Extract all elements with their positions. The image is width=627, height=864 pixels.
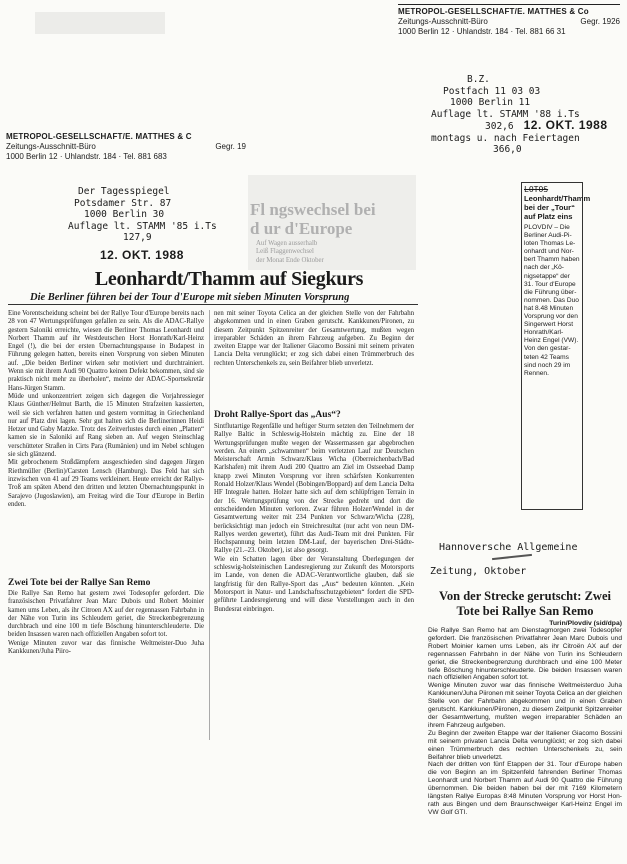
ts-paper: Der Tagesspiegel <box>78 186 170 197</box>
ts-circulation: Auflage lt. STAMM '85 i.Ts <box>68 220 217 232</box>
main-article-col1: Eine Vorentscheidung scheint bei der Rallye Tour d'Europe bereits nach 28 von 47 Wertungsprüfungen gefallen zu sein. Als die ADAC-Rallye gestern Saloniki erreichte, wiesen die Berliner Thomas Leonhardt und Norbert Thamm auf ihr Westdeutschen Horst Honrath/Karl-Heinz Engel (!), die bei der ersten Übernachtungspause in Budapest in Führung gelegen hatten, bereits einen Vorsprung von sieben Minuten auf. „Die beiden Berliner wirken sehr motiviert und durchtrainiert. Wenn sie mit ihrem Audi 90 Quattro keinen Defekt bekommen, sind sie praktisch nicht mehr zu überholen“, meinte der ADAC-Sportsekretär Hans-Jürgen Stamm. Müde und unkonzentriert zeigen sich dagegen die Vorjahressieger Klaus Günther/Helmut Barth, die 15 Minuten Strafzeiten kassierten, weil sie sich verfahren hatten und gestern vormittag in Griechenland nur auf Platz drei lagen. Sehr gut halten sich die Berlinerinnen Heidi Hetzer und Gaby Matzke. Trotz des Zeitverlustes durch einen „Platten“ kamen sie in Saloniki auf Rang sieben an. Auf wegen Steinschlag verschütteter Straßen in Cirts Para (Rumänien) und im Nebel schlugen sie sich glänzend. Mit gebrochenem Stoßdämpfern ausgeschieden sind dagegen Jürgen Riethmüller (Berlin)/Carsten Lensch (Hamburg). Das Feld hat sich inzwischen von 41 auf 29 Teams verkleinert. Heute erreicht der Rallye-Troß am späten Abend den dritten und letzten Übernachtungspunkt in Sarajevo (Jugoslawien), am Freitag wird die Tour d'Europe in Berlin enden. <box>8 310 204 508</box>
publisher-founded: Gegr. 1926 <box>580 17 620 26</box>
handwritten-mark <box>492 554 532 560</box>
publisher-stamp-top <box>398 4 620 37</box>
main-subheadline: Die Berliner führen bei der Tour d'Europe mit sieben Minuten Vorsprung <box>30 292 350 303</box>
zwei-tote-title: Zwei Tote bei der Rallye San Remo <box>8 578 151 588</box>
hannover-article <box>428 589 622 861</box>
bz-city: 1000 Berlin 11 <box>450 97 531 108</box>
zwei-tote-section <box>8 578 204 748</box>
bz-circulation-value: 302,6 <box>485 121 514 132</box>
publisher-name: METROPOL-GESELLSCHAFT/E. MATTHES & Co <box>398 7 589 16</box>
publisher-office-left: Zeitungs-Ausschnitt-Büro <box>6 142 96 151</box>
bz-circulation: Auflage lt. STAMM '88 i.Ts <box>431 108 580 120</box>
column-divider <box>209 310 210 740</box>
ts-circulation-value: 127,9 <box>123 232 152 243</box>
tagesspiegel-header <box>18 186 248 244</box>
main-article-col2: nen mit seiner Toyota Celica an der gleichen Stelle von der Fahrbahn abgekommen und in einen Graben gerutscht. Kankkunen/Pironen, zu diesem Zeitpunkt Spitzenreiter der Gesamtwertung, mußten wegen irreparabler Schäden an ihrem Fahrzeug aufgeben. Zu Beginn der zweiten Etappe war der Italiener Giacomo Bossini mit seinem privaten Lancia Delta verunglückt; er zog sich dabei einen Trümmerbruch des rechten Unterschenkels zu, sein Beifahrer blieb unverletzt. <box>214 310 414 367</box>
publisher-founded-left: Gegr. 19 <box>215 142 246 151</box>
hannover-headline: Von der Strecke gerutscht: Zwei Tote bei Rallye San Remo <box>439 589 611 618</box>
bleed-through-top-left <box>35 12 165 34</box>
rallye-sport-body: Sintflutartige Regenfälle und heftiger Sturm setzten den Teilnehmern der Rallye Baltic in Schleswig-Holstein mächtig zu. Eine der 18 Wertungsprüfungen mußte wegen der Wassermassen gar abgebrochen werden. An einem „schwammen“ beim verletzten Lauf zur Deutschen Meisterschaft Armin Schwarz/Klaus Wicha (Oberreichenbach/Bad Karlshafen) mit ihrem Audi 200 Quattro am Ziel im Ostseebad Damp knapp zwei Minuten Vorsprung vor ihren schärfsten Konkurrenten Ronald Holzer/Klaus Wendel (Bobingen/Boppard) auf dem Lancia Delta HF Integrale hatten. Holzer hatte sich auf dem schlüpfrigen Terrain in der 16. Wertungsprüfung von der Strecke gedreht und dort die entscheidenden Minuten verloren. Zwar führen Holzer/Wendel in der Gesamtwertung weiter mit 234 Punkten vor Schwarz/Wicha (228), berücksichtigt man jedoch ein Streichresultat (nur acht von neun DM-Rallyes werden gewertet), führt das Audi-Team mit drei Punkten. Für Hochspannung beim letzten DM-Lauf, der bayerischen Drei-Städte-Rallye (21.–23. Oktober), ist also gesorgt. Wie ein Schatten lagen über der Veranstaltung Überlegungen der schleswig-holsteinischen Landesregierung zur Zukunft des Motorsports im Lande, von denen die ADAC-Verantwortliche glauben, daß sie langfristig für den Rallye-Sport das „Aus“ bedeuten könnten. „Kein Motorsport in Natur- und Landschaftsschutzgebieten“ fordert die SPD-geführte Landesregierung und will diese Vorstellungen auch in den Bundesrat einbringen. <box>214 423 414 613</box>
publisher-office: Zeitungs-Ausschnitt-Büro <box>398 17 488 26</box>
hannover-paper: Hannoversche Allgemeine <box>439 542 578 553</box>
bz-article <box>521 182 591 510</box>
zwei-tote-body: Die Rallye San Remo hat gestern zwei Todesopfer gefordert. Die französischen Privatfahrer Jean Marc Dubois und Robert Moinier kamen ums Leben, als ihr Citroen AX auf der regennassen Fahrbahn in der Nähe von Turin ins Schleudern geriet, die Streckenbegrenzung durchbrach und eine 100 m tiefe Böschung hinunterschleuderte. Die beiden Insassen waren nach offiziellen Angaben sofort tot. Wenige Minuten zuvor war das finnische Weltmeister-Duo Juha Kankkunen/Juha Piiro- <box>8 590 204 656</box>
publisher-name-left: METROPOL-GESELLSCHAFT/E. MATTHES & C <box>6 132 192 141</box>
main-article <box>8 268 420 858</box>
bz-date-stamp: 12. OKT. 1988 <box>523 118 608 132</box>
ts-city: 1000 Berlin 30 <box>84 209 165 220</box>
hannover-body: Die Rallye San Remo hat am Dienstagmorgen zwei Todesopfer gefordert. Die französischen Privatfahrer Jean Marc Dubois und Robert Moinier kamen ums Leben, als ihr Citroën AX auf der regennassen Fahrbahn in der Nähe von Turin ins Schleudern geriet, die Streckenbegrenzung durchbrach und eine 100 Meter tiefe Böschung hinunterschleuderte. Die beiden Insassen waren nach offiziellen Angaben sofort tot. Wenige Minuten zuvor war das finnische Weltmeisterduo Juha Kankkunen/Juha Piironen mit seiner Toyota Celica an der gleichen Stelle von der Fahrbahn abgekommen und in einen Graben gerutscht. Kankkunen/Piironen, zu diesem Zeitpunkt Spitzenreiter der Gesamtwertung, mußten wegen irreparabler Schäden an ihrem Fahrzeug aufgeben. Zu Beginn der zweiten Etappe war der Italiener Giacomo Bossini mit seinem privaten Lancia Delta verunglückt; er zog sich dabei einen Trümmerbruch des rechten Unterschenkels zu, sein Beifahrer blieb unverletzt. Nach der dritten von fünf Etappen der 31. Tour d'Europe haben die von Beginn an im Spitzenfeld fahrenden Berliner Thomas Leonhardt und Norbert Thamm auf Audi 90 Quattro die Führung übernommen. Die beiden haben bei der mit 7169 Kilometern längsten Rallye Europas 8:48 Minuten Vorsprung vor Horst Honrath aus Bingen und dem Braunschweiger Karl-Heinz Engel im VW Golf GTI. <box>428 627 622 816</box>
bz-kicker: LOTOS <box>524 185 549 194</box>
publisher-stamp-left <box>6 130 246 162</box>
bleed-through-small: Auf Wagen ausserhalb Leiß Flaggenwechsel der Monat Ende Oktober <box>256 240 324 264</box>
bz-schedule-value: 366,0 <box>493 144 522 155</box>
bz-paper: B.Z. <box>467 74 490 85</box>
publisher-address: 1000 Berlin 12 · Uhlandstr. 184 · Tel. 881 66 31 <box>398 27 566 36</box>
bz-body: PLOVDIV – Die Berliner Audi-Piloten Thomas Leonhardt und Norbert Thamm haben nach der „Königsetappe“ der 31. Tour d'Europe die Führung übernommen. Das Duo hat 8.48 Minuten Vorsprung vor den Singerwert Horst Honrath/Karl-Heinz Engel (VW). Von den gestarteten 42 Teams sind noch 29 im Rennen. <box>524 224 580 377</box>
hannover-subtitle: Zeitung, Oktober <box>430 566 527 577</box>
bz-schedule: montags u. nach Feiertagen <box>431 132 580 144</box>
bz-headline: Leonhardt/Thamm bei der „Tour“ auf Platz eins <box>524 194 591 221</box>
rallye-sport-section <box>214 410 414 850</box>
main-headline: Leonhardt/Thamm auf Siegkurs <box>94 268 364 290</box>
ts-date-stamp: 12. OKT. 1988 <box>100 248 184 262</box>
bz-header <box>405 74 625 156</box>
hannover-dateline: Turin/Plovdiv (sid/dpa) <box>549 620 622 627</box>
bz-postbox: Postfach 11 03 03 <box>443 85 541 97</box>
main-article-rule <box>8 304 418 305</box>
rallye-sport-title: Droht Rallye-Sport das „Aus“? <box>214 410 341 420</box>
publisher-address-left: 1000 Berlin 12 · Uhlandstr. 184 · Tel. 881 683 <box>6 152 167 161</box>
bleed-through-headline: Fl ngswechsel bei d ur d'Europe <box>250 200 376 238</box>
ts-street: Potsdamer Str. 87 <box>74 197 172 209</box>
